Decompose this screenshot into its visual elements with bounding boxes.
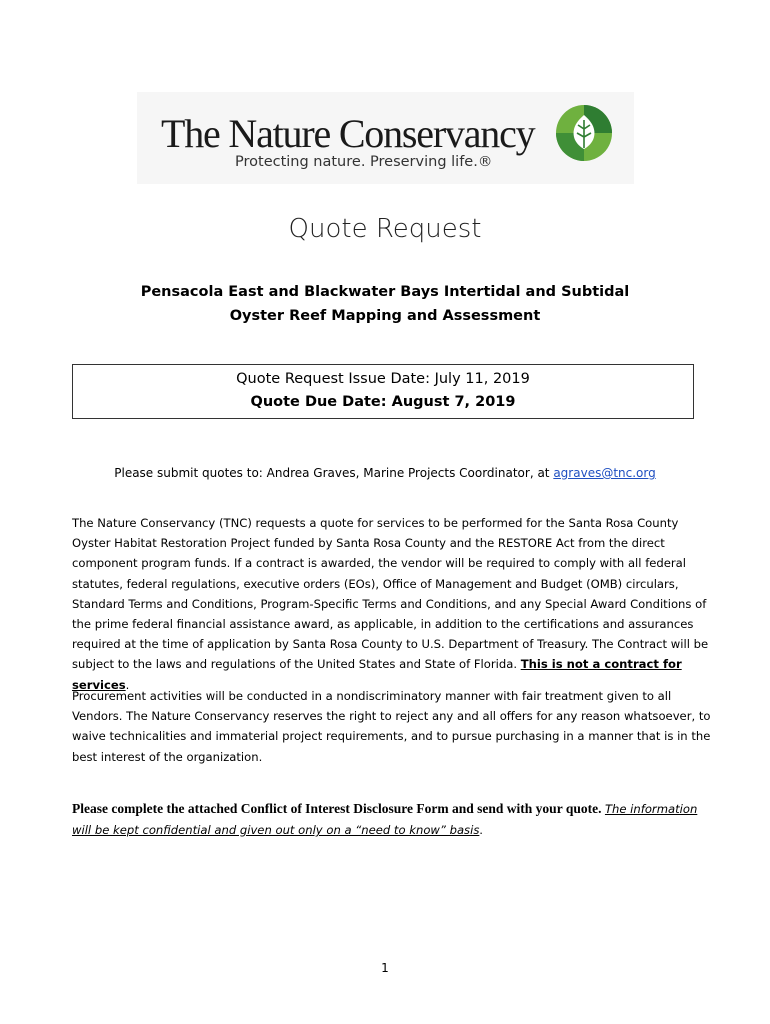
page-number: 1: [381, 961, 389, 975]
logo-wordmark: The Nature Conservancy: [161, 111, 535, 156]
issue-date: Quote Request Issue Date: July 11, 2019: [236, 371, 530, 387]
paragraph-procurement: Procurement activities will be conducted in a nondiscriminatory manner with fair treatment given to all Vendors. The Nature Conservancy reserves the right to reject any and all offers for any reason whatsoever, to waive technicalities and immaterial project requirements, and to pursue purchasing in a manner that is in the best interest of the organization.: [72, 689, 711, 764]
dates-box: [72, 364, 694, 419]
submission-text: Please submit quotes to: Andrea Graves, Marine Projects Coordinator, at: [114, 466, 554, 480]
conflict-instruction: Please complete the attached Conflict of Interest Disclosure Form and send with your quote.: [72, 801, 602, 816]
paragraph-end: .: [125, 677, 130, 692]
due-date: Quote Due Date: August 7, 2019: [250, 394, 516, 410]
logo-tagline: Protecting nature. Preserving life.®: [235, 154, 493, 170]
leaf-globe-icon: [555, 104, 613, 162]
conflict-of-interest-note: [72, 798, 712, 841]
page-title: Quote Request: [288, 214, 482, 244]
paragraph-text: The Nature Conservancy (TNC) requests a quote for services to be performed for the Santa Rosa County Oyster Habitat Restoration Project funded by Santa Rosa County and the RESTORE Act from the direct component program funds. If a contract is awarded, the vendor will be required to comply with all federal statutes, federal regulations, executive orders (EOs), Office of Management and Budget (OMB) circulars, Standard Terms and Conditions, Program-Specific Terms and Conditions, and any Special Award Conditions of the prime federal financial assistance award, as applicable, in addition to the certifications and assurances required at the time of application by Santa Rosa County to U.S. Department of Treasury. The Contract will be subject to the laws and regulations of the United States and State of Florida.: [72, 516, 709, 672]
confidentiality-note: The information will be kept confidential and given out only on a “need to know” basis: [72, 802, 698, 837]
paragraph-tnc-request: [72, 513, 712, 695]
project-title-line-1: Pensacola East and Blackwater Bays Intertidal and Subtidal: [140, 284, 630, 300]
not-contract-notice: This is not a contract for services: [72, 657, 682, 692]
conflict-end: .: [479, 823, 483, 837]
email-link[interactable]: agraves@tnc.org: [553, 466, 656, 480]
organization-logo: [137, 92, 634, 184]
submission-instructions: [0, 466, 770, 480]
project-title-line-2: Oyster Reef Mapping and Assessment: [229, 308, 541, 324]
